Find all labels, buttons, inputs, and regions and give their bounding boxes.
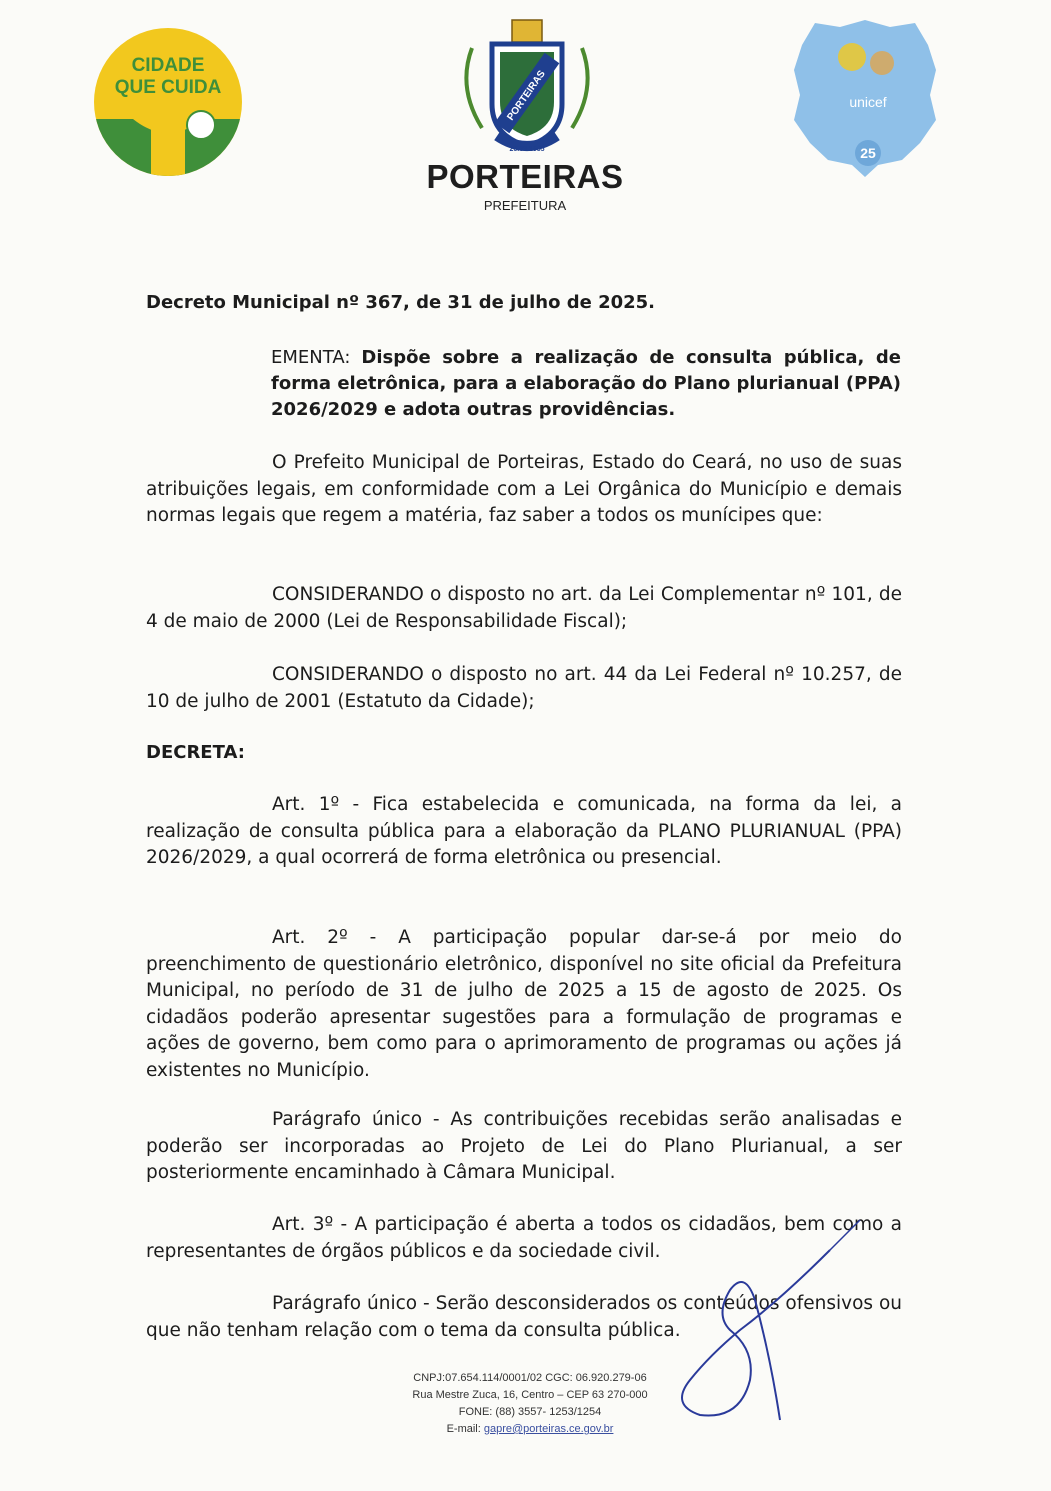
city-subtitle: PREFEITURA xyxy=(483,198,567,213)
footer-email-line xyxy=(330,1421,730,1438)
footer-email-link[interactable]: gapre@porteiras.ce.gov.br xyxy=(483,1423,614,1435)
ementa-label: EMENTA: xyxy=(271,347,362,368)
article-2: Art. 2º - A participação popular dar-se-á por meio do preenchimento de questionário eletrônico, disponível no site oficial da Prefeitura Municipal, no período de 31 de julho de 2025 a 15 de agosto de 2025. Os cidadãos poderão apresentar sugestões para a formulação de programas e ações de governo, bem como para o aprimoramento de programas ou ações já existentes no Município. xyxy=(146,927,902,1081)
footer-cnpj: CNPJ:07.654.114/0001/02 CGC: 06.920.279-06 xyxy=(413,1372,647,1384)
ementa-text: Dispõe sobre a realização de consulta pública, de forma eletrônica, para a elaboração do Plano plurianual (PPA) 2026/2029 e adota outras providências. xyxy=(271,347,901,420)
ementa xyxy=(271,345,901,423)
left-logo-line2: QUE CUIDA xyxy=(114,77,222,98)
unicef-seal-logo xyxy=(790,15,940,180)
decreta-heading: DECRETA: xyxy=(146,742,245,763)
letterhead xyxy=(0,0,1051,230)
article-2-paragrafo-unico: Parágrafo único - As contribuições recebidas serão analisadas e poderão ser incorporadas ao Projeto de Lei do Plano Plurianual, a ser posteriormente encaminhado à Câmara Municipal. xyxy=(146,1109,902,1183)
considerando-1: CONSIDERANDO o disposto no art. da Lei Complementar nº 101, de 4 de maio de 2000 (Lei de Responsabilidade Fiscal); xyxy=(146,584,902,632)
city-name: PORTEIRAS xyxy=(426,158,624,195)
crest-ribbon-text: PORTEIRAS xyxy=(505,68,548,123)
footer-email-label: E-mail: xyxy=(446,1423,484,1435)
article-3-paragrafo-unico: Parágrafo único - Serão desconsiderados os conteúdos ofensivos ou que não tenham relação com o tema da consulta pública. xyxy=(146,1293,902,1341)
left-logo-line1: CIDADE xyxy=(131,55,205,76)
right-logo-brand: unicef xyxy=(849,94,887,110)
article-1: Art. 1º - Fica estabelecida e comunicada, na forma da lei, a realização de consulta pública para a elaboração da PLANO PLURIANUAL (PPA) 2026/2029, a qual ocorrerá de forma eletrônica ou presencial. xyxy=(146,794,902,868)
footer-contact xyxy=(330,1370,730,1438)
footer-address: Rua Mestre Zuca, 16, Centro – CEP 63 270-000 xyxy=(412,1389,648,1401)
footer-phone: FONE: (88) 3557- 1253/1254 xyxy=(458,1406,602,1418)
crest-date: 26.03.1955 xyxy=(509,146,545,153)
article-3: Art. 3º - A participação é aberta a todos os cidadãos, bem como a representantes de órgãos públicos e da sociedade civil. xyxy=(146,1214,902,1262)
intro-paragraph: O Prefeito Municipal de Porteiras, Estado do Ceará, no uso de suas atribuições legais, em conformidade com a Lei Orgânica do Município e demais normas legais que regem a matéria, faz saber a todos os munícipes que: xyxy=(146,452,902,526)
decree-title: Decreto Municipal nº 367, de 31 de julho de 2025. xyxy=(146,292,656,313)
porteiras-crest xyxy=(452,18,602,158)
right-logo-number: 25 xyxy=(860,145,876,161)
cidade-que-cuida-logo xyxy=(93,27,243,177)
considerando-2: CONSIDERANDO o disposto no art. 44 da Lei Federal nº 10.257, de 10 de julho de 2001 (Estatuto da Cidade); xyxy=(146,664,902,712)
